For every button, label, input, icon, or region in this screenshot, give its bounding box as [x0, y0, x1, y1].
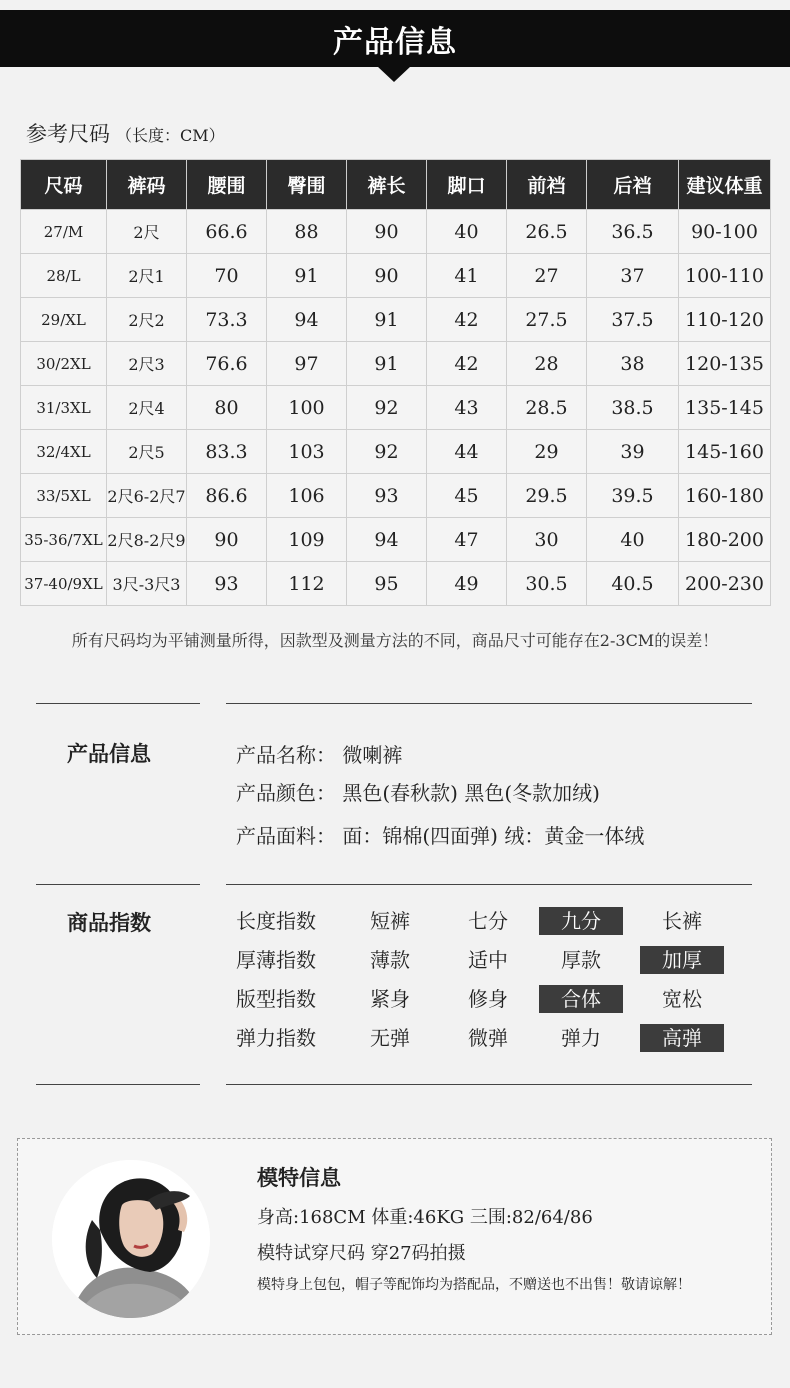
index-row: [236, 1024, 746, 1052]
size-table-cell: 2尺2: [107, 298, 187, 342]
divider: [36, 1084, 200, 1085]
size-table-cell: 28/L: [21, 254, 107, 298]
product-name: 产品名称： 微喇裤: [236, 743, 403, 767]
index-option-selected: 加厚: [640, 946, 724, 974]
banner-arrow-icon: [377, 66, 411, 82]
size-table-cell: 39: [587, 430, 679, 474]
size-table-cell: 2尺6-2尺7: [107, 474, 187, 518]
size-table-cell: 93: [347, 474, 427, 518]
banner-title: 产品信息: [333, 24, 457, 60]
size-table-cell: 86.6: [187, 474, 267, 518]
size-table-cell: 29/XL: [21, 298, 107, 342]
table-row: [21, 430, 771, 474]
measurement-note: 所有尺码均为平铺测量所得，因款型及测量方法的不同，商品尺寸可能存在2-3CM的误差！: [71, 631, 719, 650]
size-table-header-cell: 前裆: [507, 160, 587, 210]
size-table-cell: 2尺3: [107, 342, 187, 386]
size-table-cell: 37.5: [587, 298, 679, 342]
table-row: [21, 254, 771, 298]
size-table-cell: 33/5XL: [21, 474, 107, 518]
size-table-cell: 2尺5: [107, 430, 187, 474]
divider: [36, 703, 200, 704]
size-table-cell: 49: [427, 562, 507, 606]
size-table-cell: 27.5: [507, 298, 587, 342]
size-table-cell: 90: [187, 518, 267, 562]
size-chart-title: [26, 118, 225, 148]
model-stats: 身高:168CM 体重:46KG 三围:82/64/86: [257, 1207, 593, 1228]
size-chart-heading: 参考尺码: [26, 122, 110, 146]
size-table-cell: 44: [427, 430, 507, 474]
size-table-header-cell: 尺码: [21, 160, 107, 210]
model-avatar: [52, 1160, 210, 1318]
model-fit-size: 模特试穿尺码 穿27码拍摄: [257, 1243, 466, 1264]
size-table-cell: 26.5: [507, 210, 587, 254]
size-table-cell: 90: [347, 254, 427, 298]
divider: [226, 884, 752, 885]
size-table-cell: 43: [427, 386, 507, 430]
index-option-selected: 九分: [539, 907, 623, 935]
table-row: [21, 342, 771, 386]
index-option: 长裤: [662, 909, 702, 933]
table-row: [21, 386, 771, 430]
size-table-cell: 2尺: [107, 210, 187, 254]
size-table-cell: 37: [587, 254, 679, 298]
size-table-cell: 95: [347, 562, 427, 606]
index-option: 宽松: [662, 987, 702, 1011]
size-table-cell: 41: [427, 254, 507, 298]
size-table-cell: 30.5: [507, 562, 587, 606]
index-row-name: 版型指数: [236, 987, 316, 1011]
size-table-cell: 91: [267, 254, 347, 298]
index-option: 厚款: [561, 948, 601, 972]
size-table-cell: 66.6: [187, 210, 267, 254]
size-table-cell: 32/4XL: [21, 430, 107, 474]
size-table-header: [21, 160, 771, 210]
size-table-cell: 200-230: [679, 562, 771, 606]
size-table-cell: 97: [267, 342, 347, 386]
size-table-cell: 76.6: [187, 342, 267, 386]
divider: [226, 1084, 752, 1085]
size-table-cell: 70: [187, 254, 267, 298]
index-option: 七分: [468, 909, 508, 933]
section-banner: [0, 10, 790, 67]
size-table-cell: 109: [267, 518, 347, 562]
size-table-cell: 88: [267, 210, 347, 254]
table-row: [21, 518, 771, 562]
size-table-cell: 100-110: [679, 254, 771, 298]
size-table-cell: 135-145: [679, 386, 771, 430]
size-table-cell: 38.5: [587, 386, 679, 430]
size-table-cell: 29: [507, 430, 587, 474]
size-table-cell: 29.5: [507, 474, 587, 518]
size-table-cell: 35-36/7XL: [21, 518, 107, 562]
table-row: [21, 474, 771, 518]
size-table-cell: 100: [267, 386, 347, 430]
size-table-cell: 120-135: [679, 342, 771, 386]
size-table-cell: 31/3XL: [21, 386, 107, 430]
size-table-cell: 103: [267, 430, 347, 474]
size-table-cell: 3尺-3尺3: [107, 562, 187, 606]
size-table-cell: 180-200: [679, 518, 771, 562]
size-table-cell: 92: [347, 386, 427, 430]
divider: [226, 703, 752, 704]
index-row-name: 弹力指数: [236, 1026, 316, 1050]
size-table-cell: 94: [347, 518, 427, 562]
size-table-header-cell: 腰围: [187, 160, 267, 210]
index-row-name: 长度指数: [236, 909, 316, 933]
size-table-cell: 39.5: [587, 474, 679, 518]
size-table-body: [21, 210, 771, 606]
table-row: [21, 298, 771, 342]
table-row: [21, 562, 771, 606]
size-table-cell: 91: [347, 298, 427, 342]
table-row: [21, 210, 771, 254]
index-option: 薄款: [370, 948, 410, 972]
index-option: 紧身: [370, 987, 410, 1011]
index-option: 修身: [468, 987, 508, 1011]
size-table-cell: 2尺8-2尺9: [107, 518, 187, 562]
size-table-cell: 40: [587, 518, 679, 562]
size-table-cell: 92: [347, 430, 427, 474]
size-table-cell: 80: [187, 386, 267, 430]
index-option-selected: 合体: [539, 985, 623, 1013]
size-table-cell: 28.5: [507, 386, 587, 430]
size-table-header-cell: 脚口: [427, 160, 507, 210]
size-table-cell: 112: [267, 562, 347, 606]
size-table-header-cell: 臀围: [267, 160, 347, 210]
size-table-header-cell: 裤长: [347, 160, 427, 210]
divider: [36, 884, 200, 885]
size-table-cell: 28: [507, 342, 587, 386]
size-table-cell: 83.3: [187, 430, 267, 474]
size-table-cell: 42: [427, 298, 507, 342]
size-table-cell: 30: [507, 518, 587, 562]
size-table-cell: 27/M: [21, 210, 107, 254]
size-table-header-cell: 后裆: [587, 160, 679, 210]
model-photo-icon: [52, 1160, 210, 1318]
size-table-cell: 30/2XL: [21, 342, 107, 386]
product-index-label: 商品指数: [67, 910, 151, 935]
index-row: [236, 907, 746, 935]
size-table-cell: 160-180: [679, 474, 771, 518]
product-color: 产品颜色： 黑色(春秋款) 黑色(冬款加绒): [236, 781, 600, 805]
size-table-cell: 2尺1: [107, 254, 187, 298]
size-table-cell: 38: [587, 342, 679, 386]
size-table-cell: 106: [267, 474, 347, 518]
size-table-cell: 90-100: [679, 210, 771, 254]
index-option: 适中: [468, 948, 508, 972]
size-table-cell: 91: [347, 342, 427, 386]
size-table-cell: 90: [347, 210, 427, 254]
size-table-cell: 40: [427, 210, 507, 254]
size-table-cell: 36.5: [587, 210, 679, 254]
size-table-header-cell: 建议体重: [679, 160, 771, 210]
product-fabric: 产品面料： 面：锦棉(四面弹) 绒：黄金一体绒: [236, 824, 645, 848]
size-table-cell: 145-160: [679, 430, 771, 474]
size-table-cell: 37-40/9XL: [21, 562, 107, 606]
model-disclaimer: 模特身上包包，帽子等配饰均为搭配品，不赠送也不出售！敬请谅解！: [257, 1277, 691, 1293]
index-option: 无弹: [370, 1026, 410, 1050]
size-table-cell: 27: [507, 254, 587, 298]
index-row: [236, 946, 746, 974]
size-table-cell: 42: [427, 342, 507, 386]
index-option: 短裤: [370, 909, 410, 933]
size-table-cell: 93: [187, 562, 267, 606]
index-option: 弹力: [561, 1026, 601, 1050]
index-option: 微弹: [468, 1026, 508, 1050]
size-table-cell: 110-120: [679, 298, 771, 342]
size-table-cell: 73.3: [187, 298, 267, 342]
size-table-cell: 2尺4: [107, 386, 187, 430]
index-row-name: 厚薄指数: [236, 948, 316, 972]
index-row: [236, 985, 746, 1013]
size-table-cell: 40.5: [587, 562, 679, 606]
index-option-selected: 高弹: [640, 1024, 724, 1052]
size-table-header-cell: 裤码: [107, 160, 187, 210]
size-chart-unit: （长度：CM）: [116, 126, 225, 145]
product-info-label: 产品信息: [67, 741, 151, 766]
size-table-cell: 94: [267, 298, 347, 342]
model-info-title: 模特信息: [257, 1165, 341, 1190]
size-table-cell: 45: [427, 474, 507, 518]
size-table: [20, 159, 771, 606]
size-table-cell: 47: [427, 518, 507, 562]
